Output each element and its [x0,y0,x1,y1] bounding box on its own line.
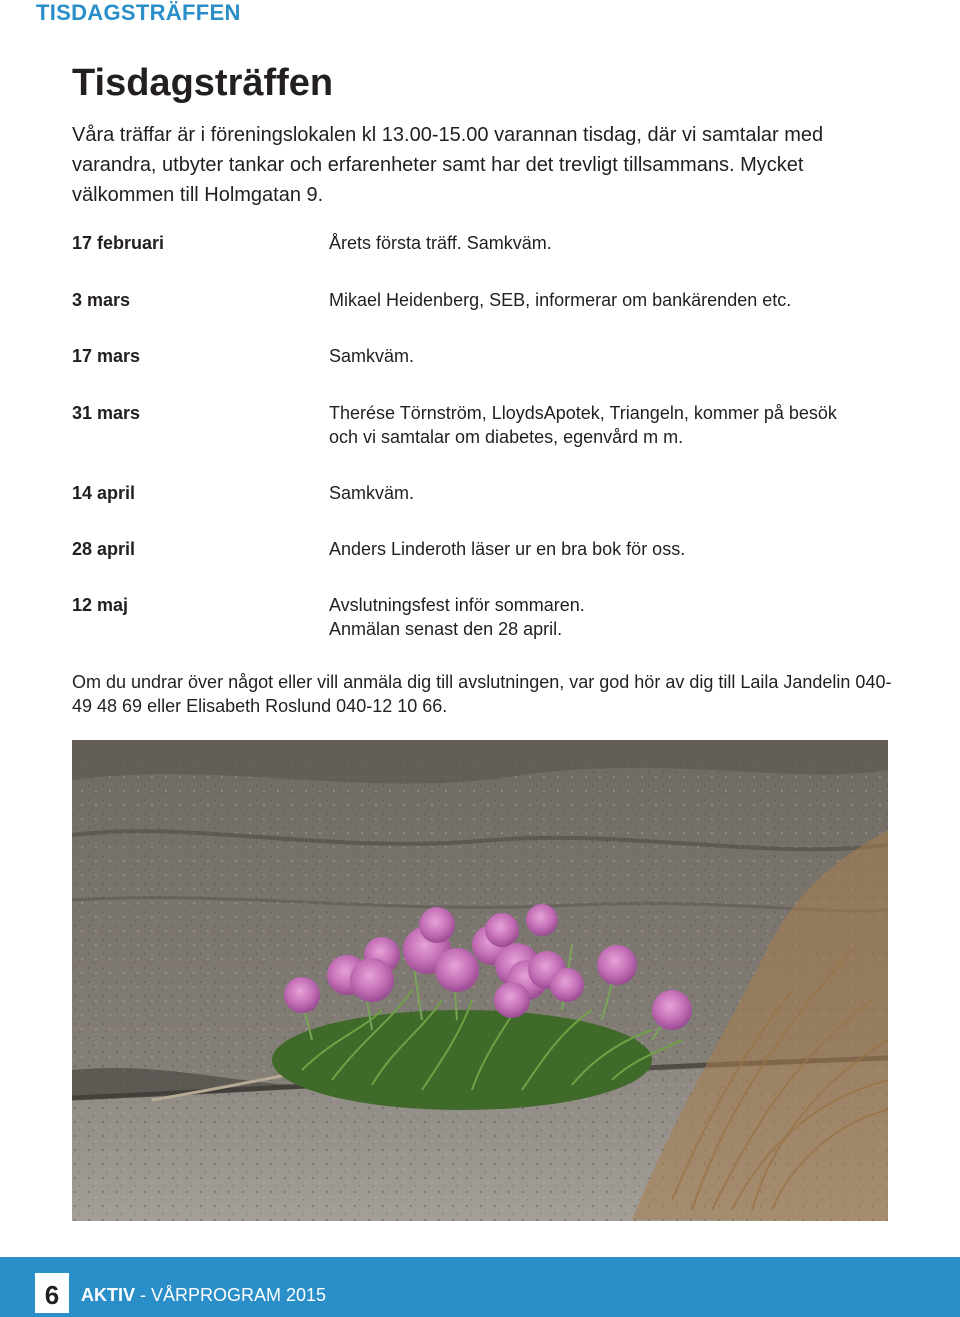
schedule-description: Årets första träff. Samkväm. [329,233,552,253]
intro-paragraph: Våra träffar är i föreningslokalen kl 13.00-15.00 varannan tisdag, där vi samtalar med varandra, utbyter tankar och erfarenheter samt har det trevligt tillsammans. Mycket välkommen till Holmgatan 9. [72,124,824,206]
schedule-description: Mikael Heidenberg, SEB, informerar om bankärenden etc. [329,290,792,310]
schedule-description: Avslutningsfest inför sommaren. Anmälan senast den 28 april. [329,595,585,639]
schedule-date: 28 april [72,539,136,559]
schedule-description: Samkväm. [329,483,415,503]
schedule-date: 17 mars [72,346,141,366]
page-title: Tisdagsträffen [72,62,334,104]
schedule-date: 17 februari [72,233,165,253]
section-tag: TISDAGSTRÄFFEN [36,0,241,25]
schedule-date: 31 mars [72,403,141,423]
schedule-description: Samkväm. [329,346,415,366]
flower-photo [72,740,888,1221]
schedule-description: Therése Törnström, LloydsApotek, Triangeln, kommer på besök och vi samtalar om diabetes, egenvård m m. [329,403,837,447]
page-number: 6 [35,1273,69,1313]
schedule-description: Anders Linderoth läser ur en bra bok för oss. [329,539,686,559]
publication-name: AKTIV - VÅRPROGRAM 2015 [81,1285,327,1305]
contact-note: Om du undrar över något eller vill anmäla dig till avslutningen, var god hör av dig till Laila Jandelin 040-49 48 69 eller Elisabeth Roslund 040-12 10 66. [72,672,892,716]
schedule-date: 14 april [72,483,136,503]
schedule-date: 3 mars [72,290,131,310]
schedule-date: 12 maj [72,595,129,615]
